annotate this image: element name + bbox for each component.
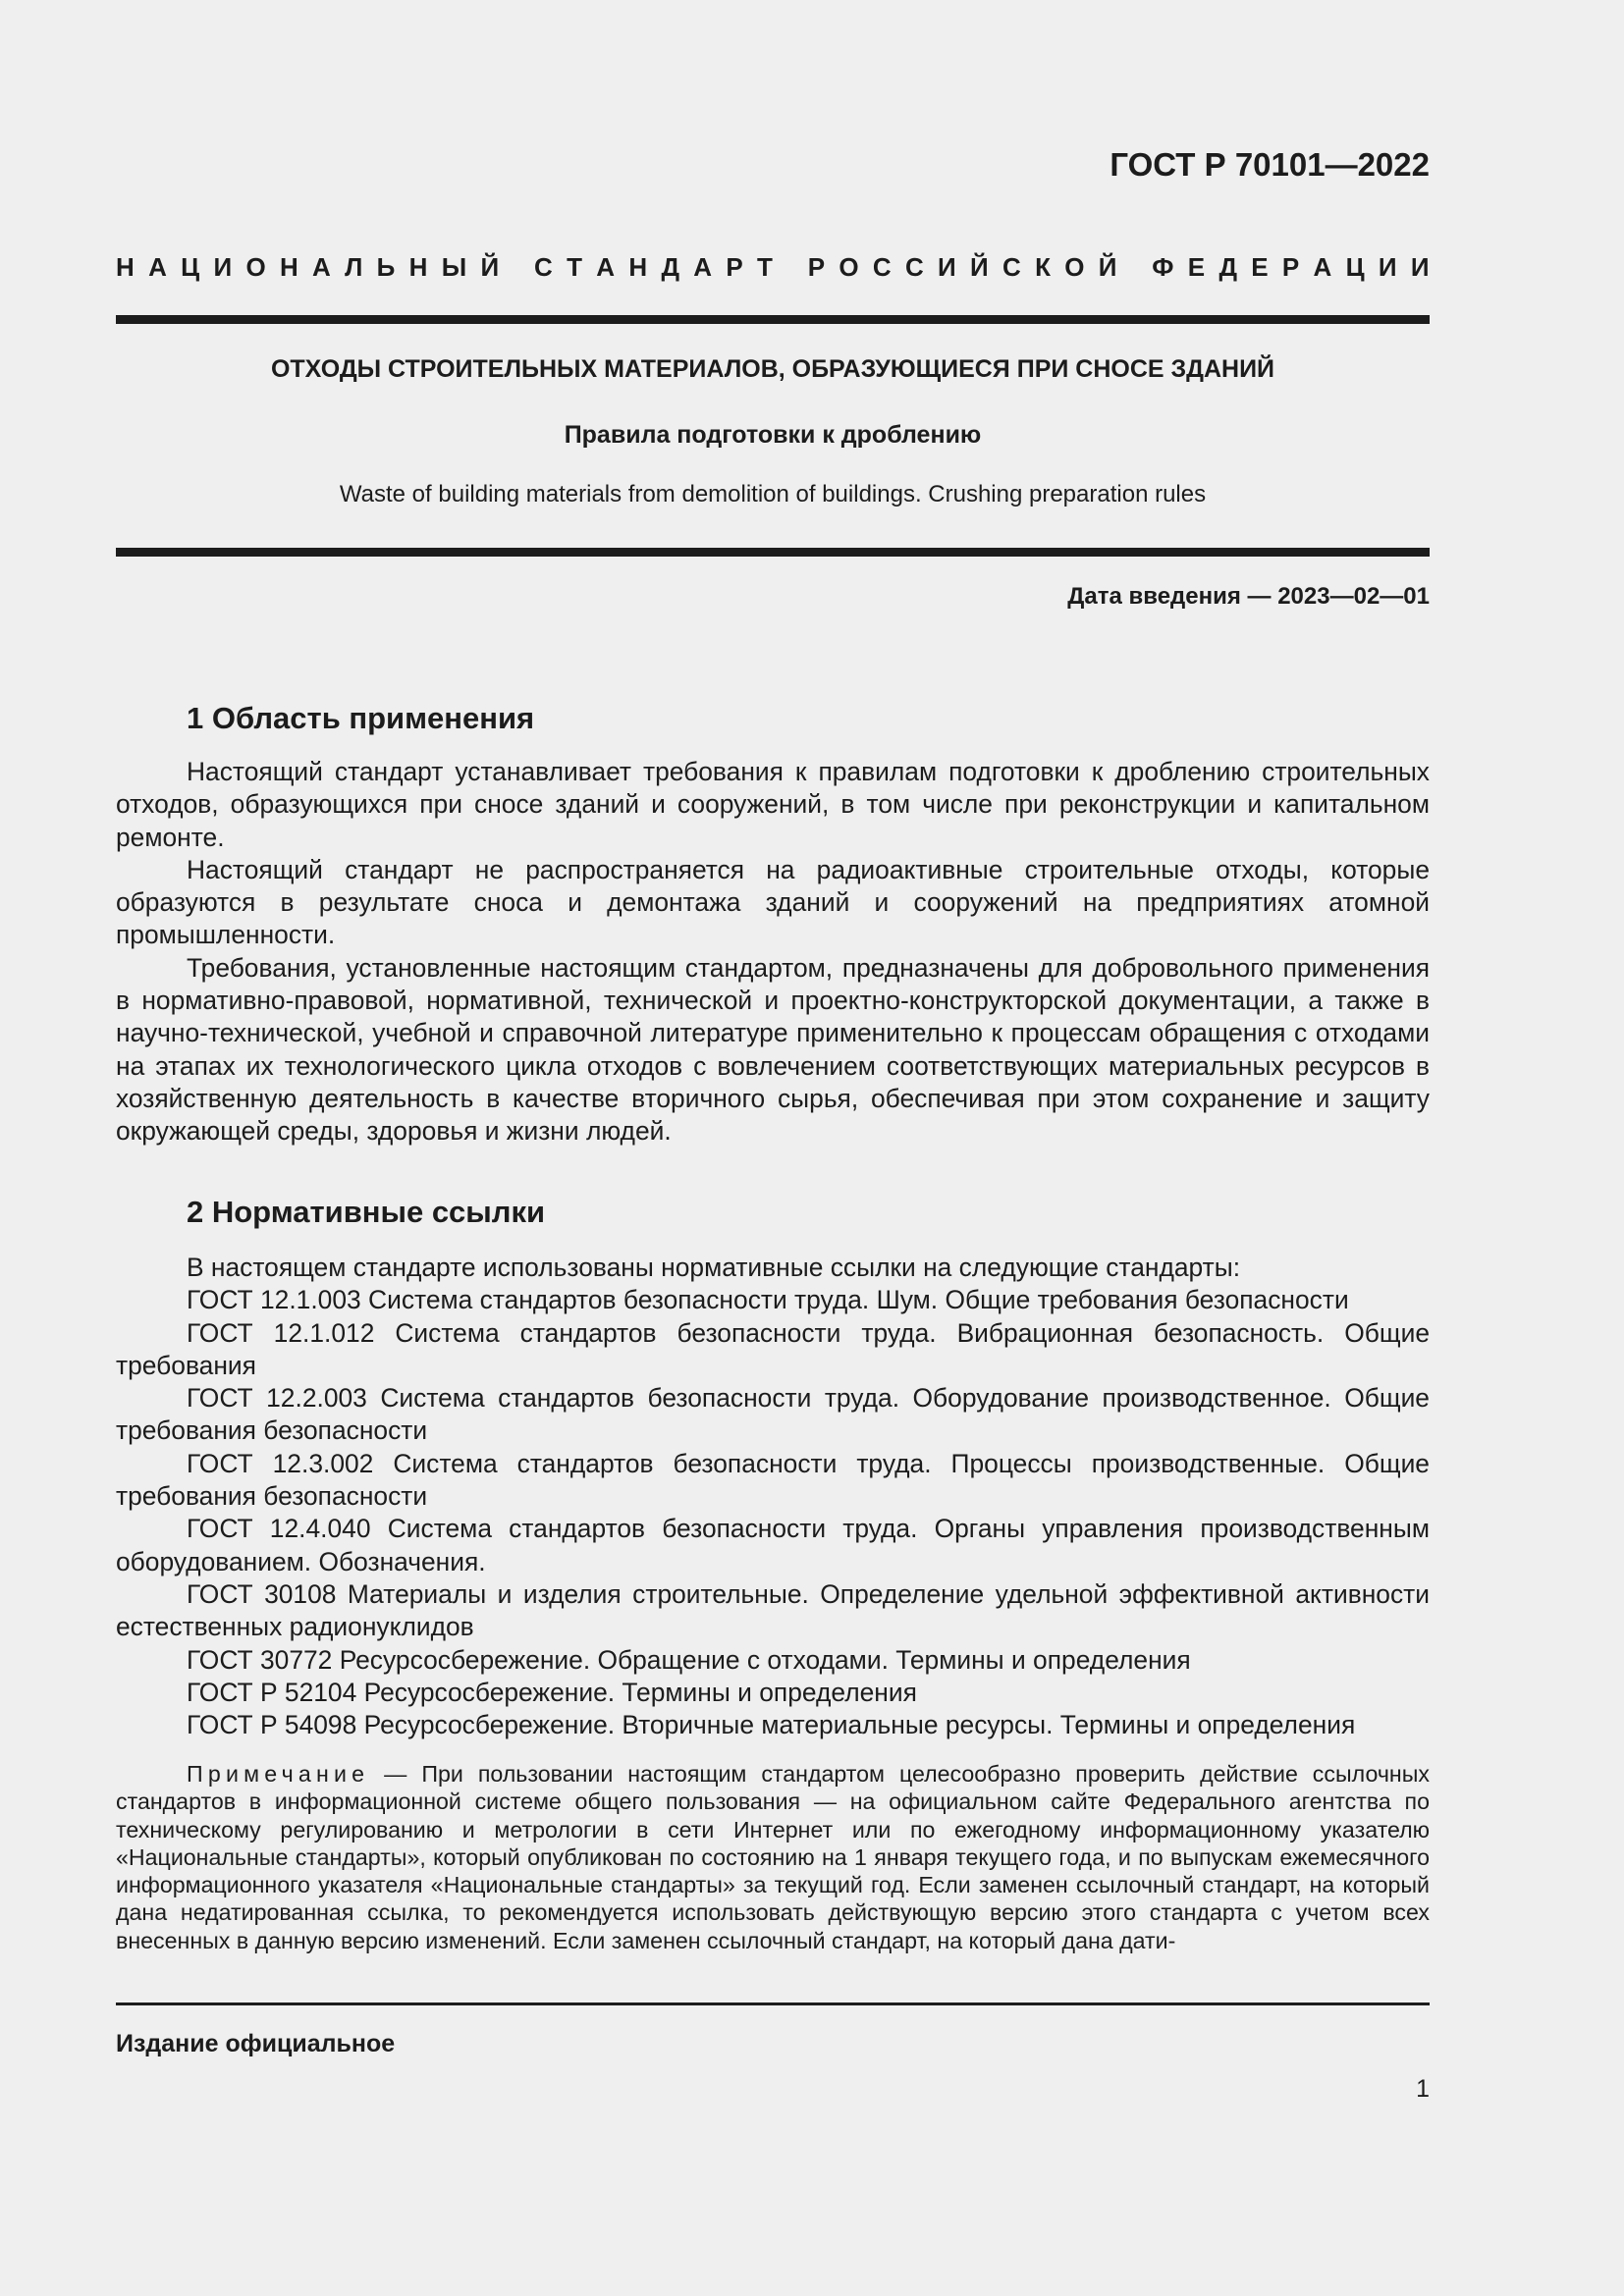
banner-letter: А xyxy=(1313,252,1332,282)
document-title: ОТХОДЫ СТРОИТЕЛЬНЫХ МАТЕРИАЛОВ, ОБРАЗУЮЩИЕСЯ ПРИ СНОСЕ ЗДАНИЙ xyxy=(270,355,1275,383)
banner-letter xyxy=(1131,250,1138,284)
section-1-body xyxy=(116,756,1430,1148)
top-thick-rule xyxy=(116,315,1430,324)
banner-letter: Й xyxy=(480,252,500,282)
reference-item: ГОСТ 12.1.003 Система стандартов безопасности труда. Шум. Общие требования безопасности xyxy=(187,1285,1349,1315)
reference-item: ГОСТ 30108 Материалы и изделия строительные. Определение удельной эффективной активности естественных радионуклидов xyxy=(116,1578,1430,1642)
banner-letter xyxy=(513,250,519,284)
banner-letter: С xyxy=(1002,252,1021,282)
banner-letter: Е xyxy=(1187,252,1206,282)
official-edition-label: Издание официальное xyxy=(116,2030,396,2057)
paragraph: Настоящий стандарт не распространяется на радиоактивные строительные отходы, которые образуются в результате сноса и демонтажа зданий и сооружений на предприятиях атомной промышленности. xyxy=(116,854,1430,950)
reference-item: ГОСТ Р 54098 Ресурсосбережение. Вторичные материальные ресурсы. Термины и определения xyxy=(187,1710,1356,1740)
section-1-title: 1 Область применения xyxy=(187,701,535,735)
banner-letter: А xyxy=(596,252,616,282)
reference-item: ГОСТ 12.1.012 Система стандартов безопасности труда. Вибрационная безопасность. Общие требования xyxy=(116,1317,1430,1380)
banner-letter xyxy=(786,250,793,284)
banner-letter: Й xyxy=(1098,252,1117,282)
banner-letter: И xyxy=(938,252,956,282)
banner-letter: Е xyxy=(1251,252,1269,282)
banner-letter: И xyxy=(213,252,233,282)
banner-letter: Й xyxy=(970,252,989,282)
document-subtitle: Правила подготовки к дроблению xyxy=(564,421,982,449)
paragraph: Требования, установленные настоящим стандартом, предназначены для добровольного применения в нормативно-правовой, нормативной, технической и проектно-конструкторской документации, а также в научно-технической, учебной и справочной литературе применительно к процессам обращения с отходами на этапах их технологического цикла отходов с вовлечением соответствующих материальных ресурсов в хозяйственную деятельность в качестве вторичного сырья, обеспечивая при этом сохранение и защиту окружающей среды, здоровья и жизни людей. xyxy=(116,952,1430,1147)
note xyxy=(116,1760,1430,1954)
english-title: Waste of building materials from demolition of buildings. Crushing preparation rules xyxy=(339,481,1207,507)
banner-letter: О xyxy=(839,252,859,282)
note-text: — При пользовании настоящим стандартом целесообразно проверить действие ссылочных стандартов в информационной системе общего пользования — на официальном сайте Федерального агентства по техническому регулированию и метрологии в сети Интернет или по ежегодному информационному указателю «Национальные стандарты», который опубликован по состоянию на 1 января текущего года, и по выпускам ежемесячного информационного указателя «Национальные стандарты» за текущий год. Если заменен ссылочный стандарт, на который дана недатированная ссылка, то рекомендуется использовать действующую версию этого стандарта с учетом всех внесенных в данную версию изменений. Если заменен ссылочный стандарт, на который дана дати- xyxy=(116,1761,1430,1953)
banner-letter: Т xyxy=(567,252,582,282)
banner-letter: А xyxy=(693,252,713,282)
banner-letter: Н xyxy=(628,252,648,282)
note-label: Примечание xyxy=(187,1761,370,1787)
paragraph: Настоящий стандарт устанавливает требования к правилам подготовки к дроблению строительных отходов, образующихся при сносе зданий и сооружений, в том числе при реконструкции и капитальном ремонте. xyxy=(116,757,1430,852)
reference-item: ГОСТ 12.4.040 Система стандартов безопасности труда. Органы управления производственным оборудованием. Обозначения. xyxy=(116,1514,1430,1576)
page-number: 1 xyxy=(1416,2075,1430,2103)
banner-letter: Р xyxy=(726,252,743,282)
banner-letter: О xyxy=(1064,252,1085,282)
banner-letter: Т xyxy=(756,252,773,282)
banner-letter: Д xyxy=(1218,252,1237,282)
banner-letter: Р xyxy=(1281,252,1300,282)
banner-letter: С xyxy=(534,252,553,282)
banner-letter: Н xyxy=(279,252,298,282)
banner-letter: Ь xyxy=(376,252,396,282)
reference-item: ГОСТ Р 52104 Ресурсосбережение. Термины и определения xyxy=(187,1677,917,1707)
banner-letter: И xyxy=(1378,252,1397,282)
banner-letter: К xyxy=(1035,252,1051,282)
banner-letter: Л xyxy=(345,252,363,282)
banner-letter: Р xyxy=(807,252,826,282)
introduction-date: Дата введения — 2023—02—01 xyxy=(1067,583,1430,610)
footer-rule xyxy=(116,2002,1430,2005)
title-bottom-rule xyxy=(116,548,1430,557)
banner-letter: С xyxy=(872,252,892,282)
reference-item: ГОСТ 12.2.003 Система стандартов безопасности труда. Оборудование производственное. Общие требования безопасности xyxy=(116,1383,1430,1446)
reference-item: ГОСТ 12.3.002 Система стандартов безопасности труда. Процессы производственные. Общие требования безопасности xyxy=(116,1448,1430,1512)
banner-letter: Н xyxy=(116,252,135,282)
banner-letter: Д xyxy=(661,252,679,282)
banner-letter: А xyxy=(148,252,167,282)
national-standard-banner xyxy=(116,250,1430,284)
banner-letter: Н xyxy=(408,252,428,282)
banner-letter: Ц xyxy=(1345,252,1365,282)
banner-letter: Ф xyxy=(1152,252,1174,282)
banner-letter: О xyxy=(245,252,266,282)
banner-letter: Ц xyxy=(181,252,200,282)
reference-item: ГОСТ 30772 Ресурсосбережение. Обращение с отходами. Термины и определения xyxy=(187,1644,1191,1675)
references-intro: В настоящем стандарте использованы нормативные ссылки на следующие стандарты: xyxy=(187,1253,1241,1282)
section-2-title: 2 Нормативные ссылки xyxy=(187,1195,546,1229)
banner-letter: И xyxy=(1410,252,1430,282)
banner-letter: Ы xyxy=(441,252,467,282)
banner-letter: А xyxy=(312,252,331,282)
gost-number: ГОСТ Р 70101—2022 xyxy=(1110,146,1430,183)
banner-letter: С xyxy=(904,252,924,282)
section-2-body xyxy=(116,1252,1430,1741)
